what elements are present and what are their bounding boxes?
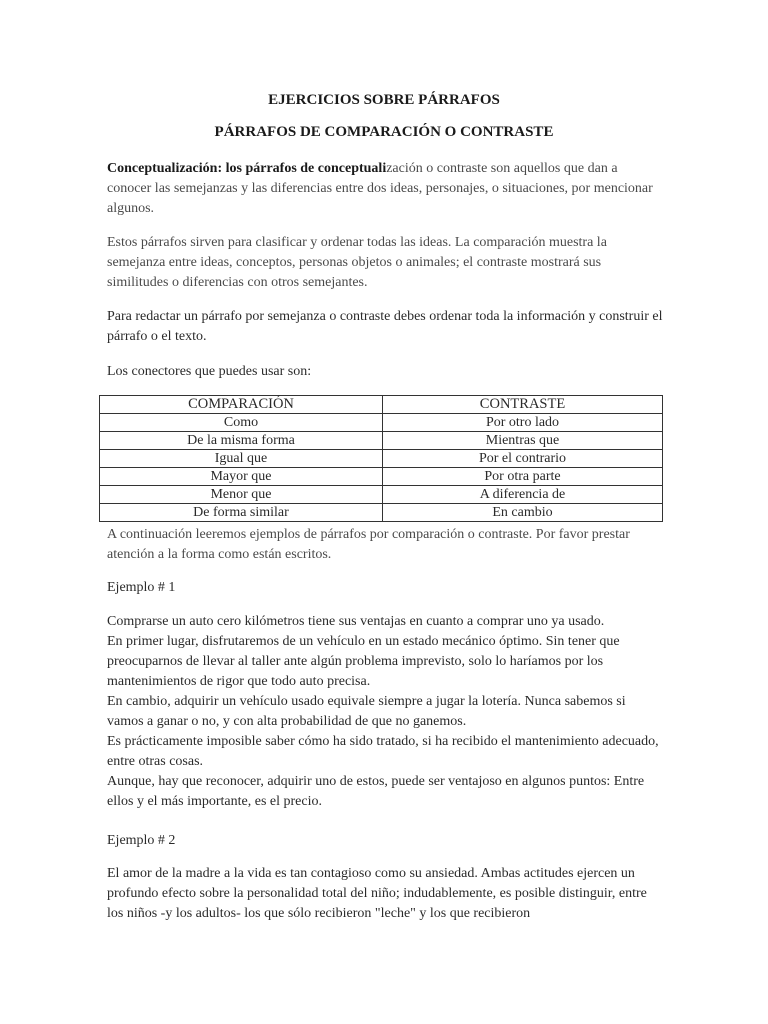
example1-body (107, 612, 663, 812)
after-table-paragraph (107, 525, 663, 565)
example2-heading (107, 831, 663, 851)
table-cell: Como (100, 414, 383, 432)
table-cell: Mientras que (383, 432, 663, 450)
table-cell: Por otro lado (383, 414, 663, 432)
connectors-table (99, 395, 663, 522)
example1-heading-text: Ejemplo # 1 (107, 580, 176, 595)
paragraph-instructions-text: Para redactar un párrafo por semejanza o contraste debes ordenar toda la información y construir el párrafo o el texto. (107, 309, 663, 344)
table-cell: De la misma forma (100, 432, 383, 450)
document-subtitle: PÁRRAFOS DE COMPARACIÓN O CONTRASTE (214, 124, 554, 140)
table-row (100, 414, 663, 432)
example2-text: El amor de la madre a la vida es tan contagioso como su ansiedad. Ambas actitudes ejercen un profundo efecto sobre la personalidad total del niño; indudablemente, es posible distinguir, entre los niños -y los adultos- los que sólo recibieron "leche" y los que recibieron (107, 866, 647, 921)
example1-line: En primer lugar, disfrutaremos de un vehículo en un estado mecánico óptimo. Sin tener que preocuparnos de llevar al taller ante algún problema imprevisto, solo lo haríamos por los mantenimientos de rigor que todo auto precisa. (107, 634, 620, 689)
table-cell: Por el contrario (383, 450, 663, 468)
example1-line: Aunque, hay que reconocer, adquirir uno de estos, puede ser ventajoso en algunos puntos: Entre ellos y el más importante, es el precio. (107, 774, 645, 809)
paragraph-purpose (107, 233, 663, 293)
table-row (100, 504, 663, 522)
example2-body (107, 864, 663, 924)
table-cell: Mayor que (100, 468, 383, 486)
example2-heading-text: Ejemplo # 2 (107, 833, 176, 848)
table-cell: Igual que (100, 450, 383, 468)
table-header-row (100, 396, 663, 414)
table-row (100, 432, 663, 450)
connectors-intro-text: Los conectores que puedes usar son: (107, 364, 312, 379)
table-row (100, 486, 663, 504)
header-contraste: CONTRASTE (383, 396, 663, 414)
intro-bold-prefix: Conceptualización: los párrafos de conceptuali (107, 161, 387, 176)
connectors-intro (107, 362, 663, 382)
example1-line: Comprarse un auto cero kilómetros tiene sus ventajas en cuanto a comprar uno ya usado. (107, 614, 605, 629)
example1-heading (107, 578, 663, 598)
example1-line: En cambio, adquirir un vehículo usado equivale siempre a jugar la lotería. Nunca sabemos si vamos a ganar o no, y con alta probabilidad de que no ganemos. (107, 694, 626, 729)
table-cell: Menor que (100, 486, 383, 504)
table-row (100, 450, 663, 468)
table-cell: En cambio (383, 504, 663, 522)
header-comparacion: COMPARACIÓN (100, 396, 383, 414)
table-row (100, 468, 663, 486)
intro-text: zación o contraste son aquellos que dan a conocer las semejanzas y las diferencias entre dos ideas, personajes, o situaciones, por mencionar algunos. (107, 161, 653, 216)
document-title: EJERCICIOS SOBRE PÁRRAFOS (268, 92, 500, 108)
example1-line: Es prácticamente imposible saber cómo ha sido tratado, si ha recibido el mantenimiento adecuado, entre otras cosas. (107, 734, 659, 769)
paragraph-instructions (107, 307, 663, 347)
table-cell: A diferencia de (383, 486, 663, 504)
after-table-text: A continuación leeremos ejemplos de párrafos por comparación o contraste. Por favor prestar atención a la forma como están escritos. (107, 527, 630, 562)
table-cell: De forma similar (100, 504, 383, 522)
intro-paragraph (107, 159, 663, 219)
table-cell: Por otra parte (383, 468, 663, 486)
paragraph-purpose-text: Estos párrafos sirven para clasificar y ordenar todas las ideas. La comparación muestra la semejanza entre ideas, conceptos, personas objetos o animales; el contraste mostrará sus similitudes o diferencias con otros semejantes. (107, 235, 607, 290)
